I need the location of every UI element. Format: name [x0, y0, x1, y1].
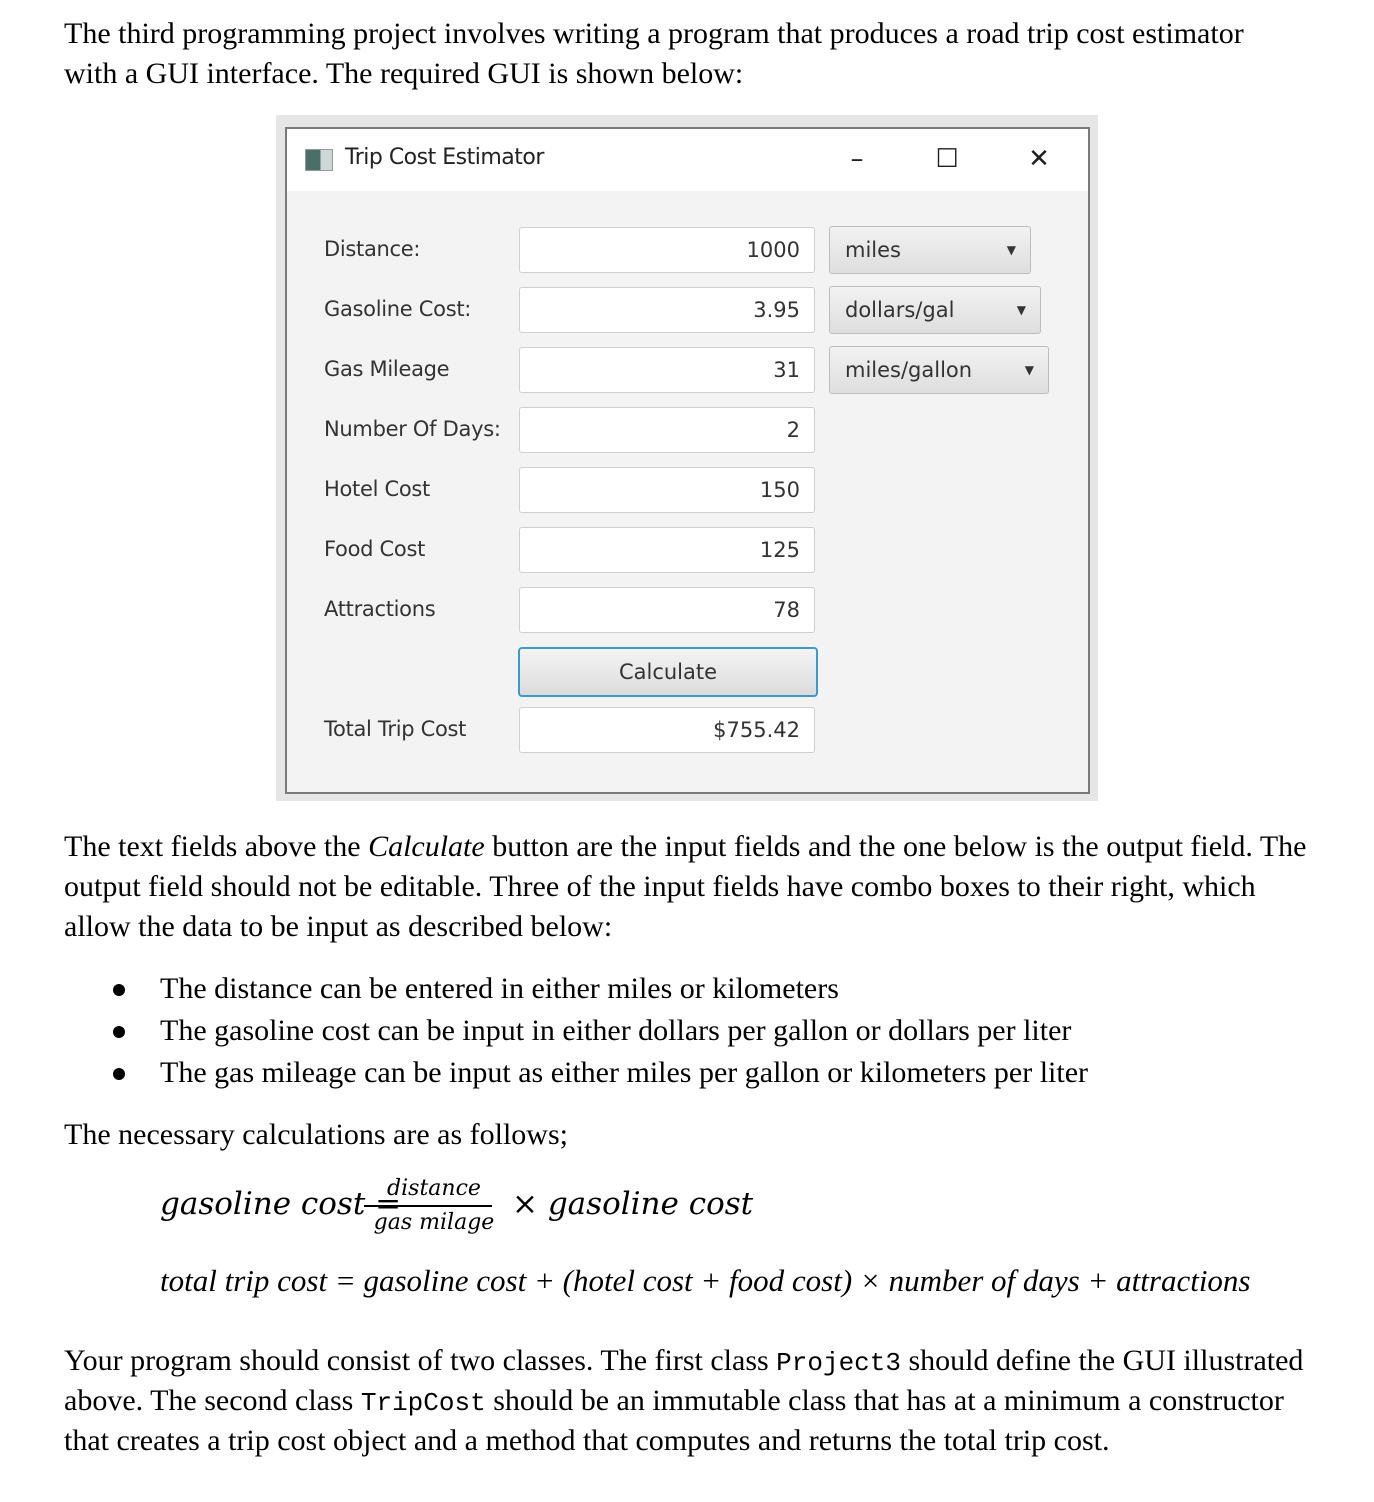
- title-bar: [287, 129, 1088, 191]
- food-cost-input[interactable]: 125: [519, 527, 815, 573]
- chevron-down-icon: ▼: [1024, 363, 1034, 377]
- fraction-denominator: gas milage: [373, 1210, 495, 1235]
- bullet-icon: [113, 1068, 125, 1080]
- mileage-unit-combo[interactable]: [829, 346, 1049, 394]
- chevron-down-icon: ▼: [1016, 303, 1026, 317]
- distance-unit-combo[interactable]: [829, 226, 1031, 274]
- list-item: [0, 1010, 1088, 1052]
- food-cost-label: Food Cost: [324, 537, 426, 561]
- attractions-label: Attractions: [324, 597, 436, 621]
- gasoline-cost-label: Gasoline Cost:: [324, 297, 472, 321]
- distance-input[interactable]: 1000: [519, 227, 815, 273]
- fraction-bar: [364, 1205, 492, 1207]
- text: Your program should consist of two classes. The first class: [64, 1344, 777, 1377]
- fraction-numerator: distance: [387, 1176, 481, 1201]
- days-label: Number Of Days:: [324, 417, 501, 441]
- maximize-button[interactable]: ☐: [935, 144, 959, 174]
- minimize-button[interactable]: –: [850, 144, 864, 174]
- calculate-emphasis: Calculate: [368, 830, 485, 863]
- gasoline-cost-input[interactable]: 3.95: [519, 287, 815, 333]
- bullet-text: The gasoline cost can be input in either dollars per gallon or dollars per liter: [160, 1014, 1072, 1047]
- code-project3: Project3: [776, 1348, 901, 1378]
- list-item: [0, 1052, 1088, 1094]
- formula1-fraction: [364, 1176, 504, 1235]
- list-item: [0, 968, 1088, 1010]
- app-icon: [305, 149, 333, 171]
- chevron-down-icon: ▼: [1006, 243, 1016, 257]
- text: The text fields above the: [64, 830, 369, 863]
- attractions-input[interactable]: 78: [519, 587, 815, 633]
- gasoline-unit-value: dollars/gal: [845, 298, 955, 322]
- days-input[interactable]: 2: [519, 407, 815, 453]
- code-tripcost: TripCost: [360, 1388, 486, 1418]
- mileage-unit-value: miles/gallon: [845, 358, 973, 382]
- hotel-cost-label: Hotel Cost: [324, 477, 430, 501]
- gasoline-unit-combo[interactable]: [829, 286, 1041, 334]
- classes-paragraph: [64, 1342, 1314, 1459]
- gas-mileage-input[interactable]: 31: [519, 347, 815, 393]
- formula1-lhs: gasoline cost =: [160, 1186, 402, 1222]
- distance-unit-value: miles: [845, 238, 901, 262]
- description-paragraph: [64, 827, 1314, 947]
- unit-options-list: [0, 968, 1088, 1094]
- calculate-button[interactable]: Calculate: [518, 647, 818, 697]
- total-trip-cost-output: $755.42: [519, 707, 815, 753]
- hotel-cost-input[interactable]: 150: [519, 467, 815, 513]
- bullet-text: The gas mileage can be input as either miles per gallon or kilometers per liter: [160, 1056, 1089, 1089]
- bullet-icon: [113, 984, 125, 996]
- distance-label: Distance:: [324, 237, 421, 261]
- formula2: total trip cost = gasoline cost + (hotel cost + food cost) × number of days + attractions: [160, 1263, 1251, 1298]
- text: should define the GUI illustrated above. The second class: [64, 1344, 1304, 1417]
- calculations-intro: The necessary calculations are as follows;: [64, 1118, 568, 1151]
- trip-cost-window: [285, 127, 1090, 794]
- text: button are the input fields and the one below is the output field. The output field should not be editable. Three of the input fields have combo boxes to their right, which allow the data to be input as described below:: [64, 830, 1307, 943]
- window-title: Trip Cost Estimator: [345, 145, 544, 170]
- close-button[interactable]: ✕: [1028, 144, 1050, 174]
- bullet-icon: [113, 1026, 125, 1038]
- gas-mileage-label: Gas Mileage: [324, 357, 450, 381]
- bullet-text: The distance can be entered in either miles or kilometers: [160, 972, 839, 1005]
- total-trip-cost-label: Total Trip Cost: [324, 717, 467, 741]
- text: should be an immutable class that has at a minimum a constructor that creates a trip cost object and a method that computes and returns the total trip cost.: [64, 1384, 1284, 1457]
- intro-paragraph: The third programming project involves writing a program that produces a road trip cost estimator with a GUI interface. The required GUI is shown below:: [64, 17, 1244, 90]
- formula1-rhs: × gasoline cost: [512, 1186, 754, 1222]
